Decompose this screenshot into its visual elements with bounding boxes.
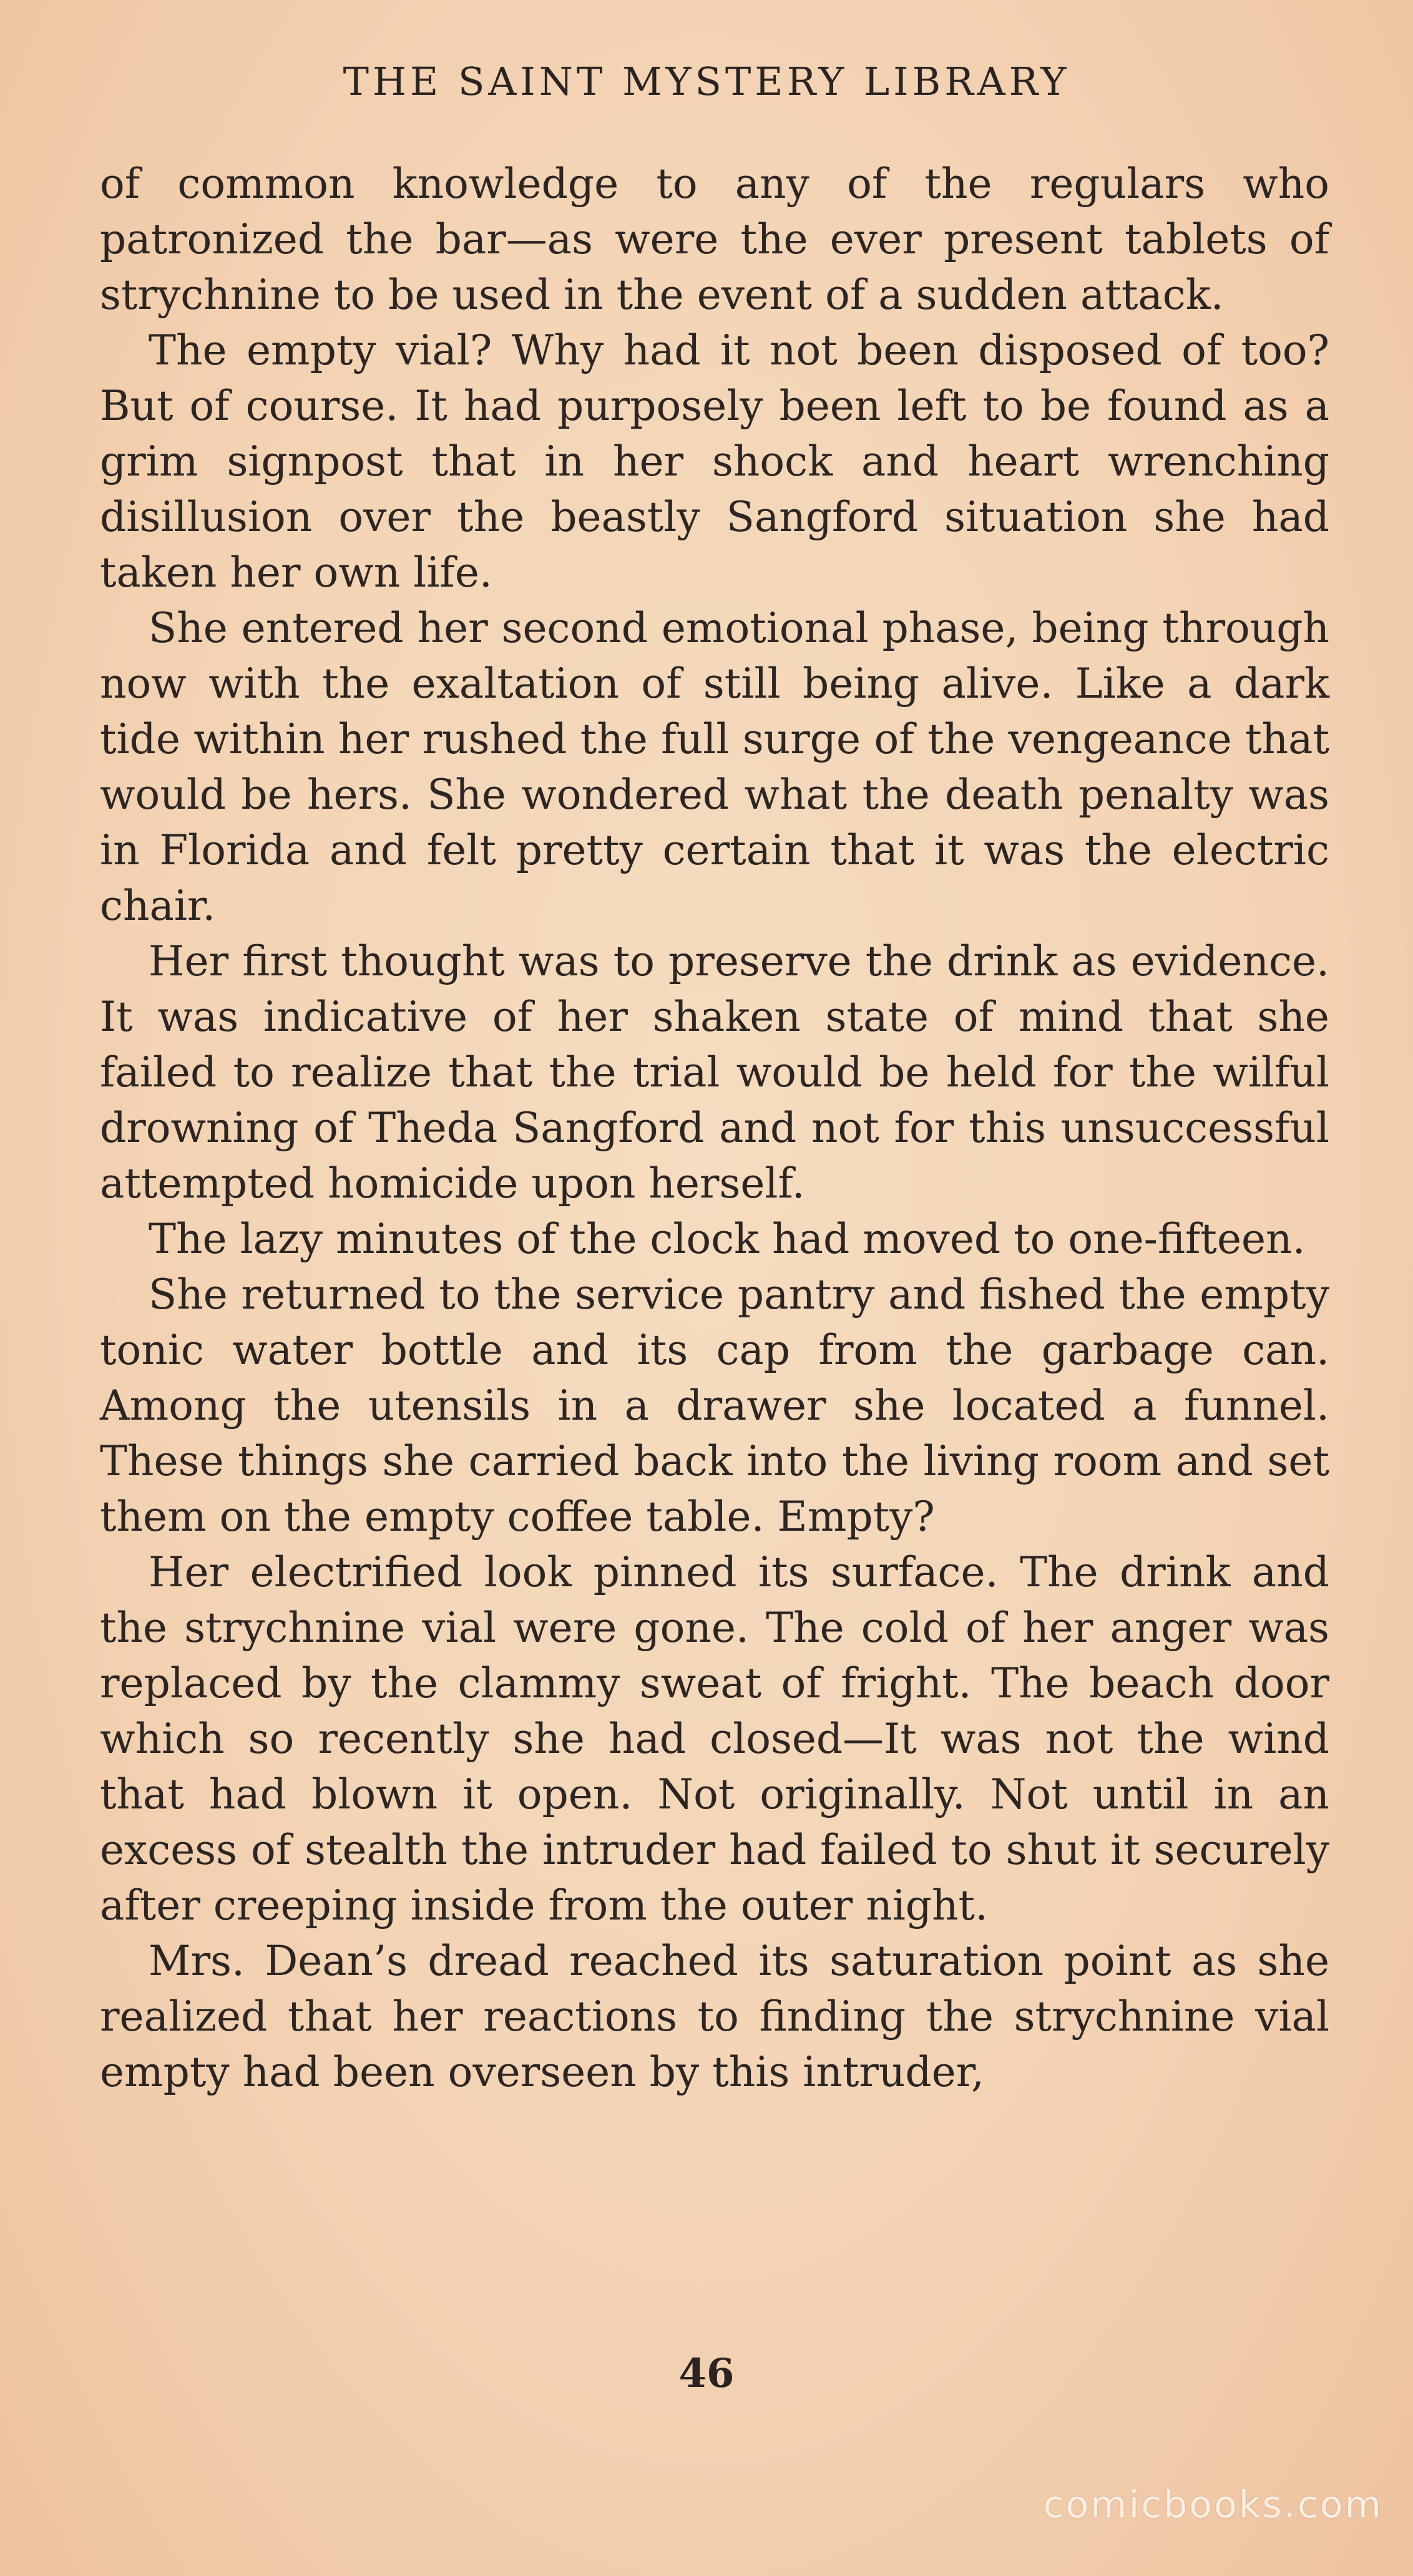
paragraph-4: Her first thought was to preserve the drink as evidence. It was indicative of her shaken state of mind that she failed to realize that the trial would be held for the wilful drowning of Theda Sangford and not for this unsuccessful attempted homicide upon herself. [100, 937, 1329, 1208]
paragraph-1: of common knowledge to any of the regulars who patronized the bar—as were the ever present tablets of strychnine to be used in the event of a sudden attack. [100, 160, 1329, 319]
paragraph-2: The empty vial? Why had it not been disposed of too? But of course. It had purposely been left to be found as a grim signpost that in her shock and heart wrenching disillusion over the beastly Sangford situation she had taken her own life. [100, 326, 1329, 597]
paragraph-3: She entered her second emotional phase, being through now with the exaltation of still being alive. Like a dark tide within her rushed the full surge of the vengeance that would be hers. She wondered what the death penalty was in Florida and felt pretty certain that it was the electric chair. [100, 604, 1329, 930]
paragraph-6: She returned to the service pantry and fished the empty tonic water bottle and its cap from the garbage can. Among the utensils in a drawer she located a funnel. These things she carried back into the living room and set them on the empty coffee table. Empty? [100, 1271, 1329, 1541]
paragraph-5: The lazy minutes of the clock had moved to one-fifteen. [149, 1215, 1306, 1263]
watermark: comicbooks.com [1043, 2483, 1383, 2527]
page-number: 46 [678, 2350, 735, 2397]
running-head: THE SAINT MYSTERY LIBRARY [343, 59, 1070, 104]
body-text [100, 156, 1329, 2100]
paragraph-8: Mrs. Dean’s dread reached its saturation point as she realized that her reactions to finding the strychnine vial empty had been overseen by this intruder, [100, 1937, 1329, 2096]
paragraph-7: Her electrified look pinned its surface. The drink and the strychnine vial were gone. The cold of her anger was replaced by the clammy sweat of fright. The beach door which so recently she had closed—It was not the wind that had blown it open. Not originally. Not until in an excess of stealth the intruder had failed to shut it securely after creeping inside from the outer night. [100, 1548, 1329, 1930]
